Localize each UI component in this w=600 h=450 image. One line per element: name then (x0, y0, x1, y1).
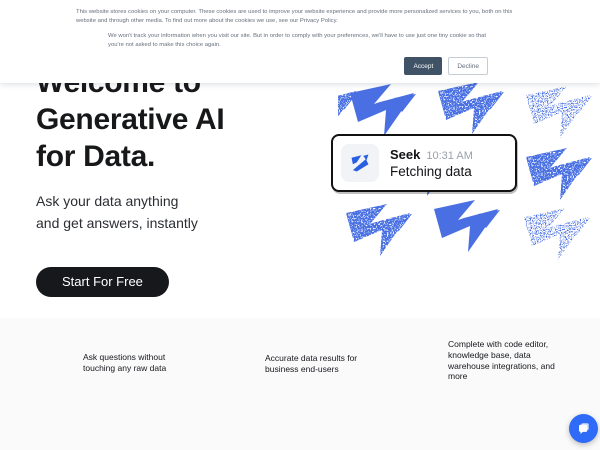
chat-notification-card (331, 134, 517, 192)
cookie-banner (0, 0, 600, 83)
features-section (0, 318, 600, 450)
page-title-line2: Generative AI (36, 103, 225, 136)
feature-label-2: Accurate data results for business end-users (265, 353, 358, 374)
hero-section (36, 64, 224, 297)
chat-widget-button[interactable] (569, 414, 598, 443)
seek-logo-icon (341, 144, 379, 182)
cookie-message-1: This website stores cookies on your computer. These cookies are used to improve your website experience and provide more personalized services to you, both on this website and through other media. To find out more about the cookies we use, see our Privacy Policy. (76, 9, 513, 25)
accept-button[interactable]: Accept (404, 57, 442, 75)
hero-subheading (36, 191, 224, 234)
feature-label-3: Complete with code editor, knowledge base, data warehouse integrations, and more (448, 339, 555, 382)
chat-message: Fetching data (390, 164, 472, 179)
cookie-message-2: We won't track your information when you visit our site. But in order to comply with your preferences, we'll have to use just one tiny cookie so that you're not asked to make this choice again. (108, 33, 487, 49)
cookie-actions (404, 57, 488, 75)
chat-timestamp: 10:31 AM (426, 150, 473, 162)
feature-label-1: Ask questions without touching any raw data (83, 352, 167, 373)
start-for-free-button[interactable]: Start For Free (36, 267, 169, 297)
chat-card-text (390, 147, 473, 179)
chat-sender: Seek (390, 147, 421, 162)
decline-button[interactable]: Decline (448, 57, 488, 75)
page-title-line3: for Data. (36, 140, 155, 173)
messenger-bubbles-icon (576, 421, 591, 436)
hero-subheading-line1: Ask your data anything (36, 193, 179, 209)
hero-subheading-line2: and get answers, instantly (36, 214, 198, 231)
